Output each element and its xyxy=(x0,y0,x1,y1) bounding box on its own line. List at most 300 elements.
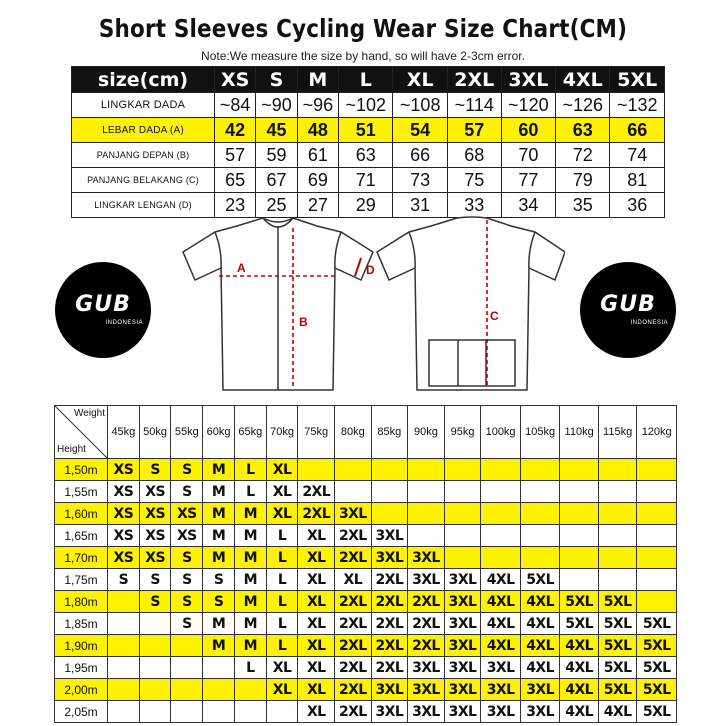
size-cell: 4XL xyxy=(520,635,560,657)
table-cell: ~96 xyxy=(297,93,338,118)
size-cell: 5XL xyxy=(598,635,636,657)
size-cell: S xyxy=(171,569,203,591)
size-cell: 4XL xyxy=(560,701,598,723)
header-cell: size(cm) xyxy=(72,67,215,93)
size-cell xyxy=(560,459,598,481)
size-cell: XS xyxy=(108,547,140,569)
size-cell: 5XL xyxy=(560,591,598,613)
height-label: 2,00m xyxy=(55,679,108,701)
size-cell: 2XL xyxy=(371,657,408,679)
size-cell: L xyxy=(266,591,298,613)
size-cell xyxy=(334,481,371,503)
size-cell xyxy=(139,701,171,723)
table-row xyxy=(55,503,677,525)
size-cell: 2XL xyxy=(334,525,371,547)
table-cell: ~102 xyxy=(339,93,393,118)
table-cell: 68 xyxy=(447,143,501,168)
size-cell: 2XL xyxy=(334,657,371,679)
weight-header-cell: 60kg xyxy=(203,406,235,459)
size-cell xyxy=(371,459,408,481)
size-cell xyxy=(637,503,677,525)
table-cell: 61 xyxy=(297,143,338,168)
corner-height-label: Height xyxy=(57,444,86,455)
size-cell: XL xyxy=(266,481,298,503)
size-cell: L xyxy=(266,613,298,635)
size-cell xyxy=(598,525,636,547)
size-cell xyxy=(108,657,140,679)
logo-brand-text: GUB xyxy=(75,292,131,317)
size-cell: L xyxy=(266,635,298,657)
size-cell xyxy=(108,701,140,723)
weight-header-cell: 80kg xyxy=(334,406,371,459)
size-cell: XS xyxy=(108,525,140,547)
size-cell: XS xyxy=(139,503,171,525)
size-cell: XS xyxy=(171,525,203,547)
size-cell xyxy=(408,481,445,503)
table-cell: 57 xyxy=(215,143,256,168)
size-cell: 4XL xyxy=(481,635,521,657)
size-cell: 2XL xyxy=(334,679,371,701)
size-cell: S xyxy=(139,591,171,613)
size-cell xyxy=(139,657,171,679)
size-cell xyxy=(481,481,521,503)
size-cell: 4XL xyxy=(481,613,521,635)
size-cell: XL xyxy=(298,525,335,547)
size-cell: XL xyxy=(266,459,298,481)
size-cell: 3XL xyxy=(444,613,481,635)
size-cell: 3XL xyxy=(334,503,371,525)
table-cell: 66 xyxy=(393,143,447,168)
header-cell: 3XL xyxy=(501,67,555,93)
size-cell: 3XL xyxy=(408,569,445,591)
height-label: 1,50m xyxy=(55,459,108,481)
size-cell: 3XL xyxy=(481,679,521,701)
size-cell: 3XL xyxy=(444,591,481,613)
height-label: 1,95m xyxy=(55,657,108,679)
size-cell xyxy=(560,547,598,569)
size-cell: 4XL xyxy=(520,657,560,679)
size-cell: 3XL xyxy=(444,635,481,657)
size-cell: 5XL xyxy=(520,569,560,591)
weight-header-cell: 75kg xyxy=(298,406,335,459)
size-cell: S xyxy=(171,459,203,481)
marker-a: A xyxy=(237,261,246,275)
size-cell: M xyxy=(203,459,235,481)
size-cell: XL xyxy=(266,679,298,701)
size-cell xyxy=(334,459,371,481)
size-cell xyxy=(298,459,335,481)
size-cell xyxy=(520,481,560,503)
size-cell: 3XL xyxy=(481,657,521,679)
size-cell: L xyxy=(234,657,266,679)
size-cell xyxy=(408,459,445,481)
table-row xyxy=(55,547,677,569)
weight-header-cell: 100kg xyxy=(481,406,521,459)
table-cell: 60 xyxy=(501,118,555,143)
size-cell: 5XL xyxy=(637,679,677,701)
size-cell: M xyxy=(203,525,235,547)
size-cell: 3XL xyxy=(444,679,481,701)
marker-d: D xyxy=(366,263,375,277)
size-cell: XL xyxy=(298,679,335,701)
size-cell: 3XL xyxy=(520,701,560,723)
size-cell: 4XL xyxy=(481,591,521,613)
weight-header-cell: 110kg xyxy=(560,406,598,459)
size-cell xyxy=(637,591,677,613)
size-cell xyxy=(266,701,298,723)
jersey-front xyxy=(183,218,373,390)
size-cell xyxy=(637,525,677,547)
size-cell: 3XL xyxy=(408,547,445,569)
size-cell: 4XL xyxy=(520,591,560,613)
table-cell: ~90 xyxy=(256,93,297,118)
size-cell: M xyxy=(234,525,266,547)
size-cell xyxy=(560,503,598,525)
size-cell: XL xyxy=(298,569,335,591)
size-cell: S xyxy=(139,569,171,591)
marker-b: B xyxy=(299,315,308,329)
table-row xyxy=(72,118,665,143)
weight-header-cell: 120kg xyxy=(637,406,677,459)
height-label: 1,55m xyxy=(55,481,108,503)
size-cell: 5XL xyxy=(598,591,636,613)
size-cell: 3XL xyxy=(408,657,445,679)
size-cell: 2XL xyxy=(371,591,408,613)
header-cell: XS xyxy=(215,67,256,93)
size-cell: 4XL xyxy=(560,657,598,679)
size-cell xyxy=(520,459,560,481)
weight-header-cell: 95kg xyxy=(444,406,481,459)
table-row xyxy=(55,569,677,591)
size-cell xyxy=(408,503,445,525)
size-table-header xyxy=(72,67,665,93)
size-cell: XL xyxy=(298,547,335,569)
corner-weight-label: Weight xyxy=(74,408,105,419)
size-cell: 2XL xyxy=(408,635,445,657)
table-row xyxy=(72,93,665,118)
table-row xyxy=(55,701,677,723)
size-cell: S xyxy=(203,591,235,613)
table-cell: 79 xyxy=(556,168,610,193)
size-cell xyxy=(203,679,235,701)
size-cell xyxy=(234,679,266,701)
size-cell xyxy=(371,481,408,503)
size-cell xyxy=(520,525,560,547)
size-cell: L xyxy=(266,525,298,547)
size-cell: 2XL xyxy=(371,635,408,657)
size-cell: S xyxy=(139,459,171,481)
size-cell xyxy=(520,503,560,525)
size-cell: 3XL xyxy=(408,701,445,723)
size-cell xyxy=(139,613,171,635)
size-table xyxy=(71,66,665,218)
size-cell xyxy=(408,525,445,547)
size-cell: 4XL xyxy=(481,569,521,591)
table-cell: 57 xyxy=(447,118,501,143)
size-cell: 3XL xyxy=(444,701,481,723)
size-cell: L xyxy=(234,481,266,503)
weight-height-table xyxy=(54,405,677,723)
table-cell: 74 xyxy=(610,143,665,168)
table-cell: 59 xyxy=(256,143,297,168)
size-cell: 3XL xyxy=(371,679,408,701)
table-cell: 65 xyxy=(215,168,256,193)
table-cell: 48 xyxy=(297,118,338,143)
size-cell: M xyxy=(203,481,235,503)
table-cell: 23 xyxy=(215,193,256,218)
weight-header-row xyxy=(55,406,677,459)
brand-logo-right xyxy=(580,262,676,358)
size-cell xyxy=(481,547,521,569)
logo-sub-text: INDONESIA xyxy=(105,320,143,326)
table-cell: 70 xyxy=(501,143,555,168)
size-cell: XL xyxy=(334,569,371,591)
size-cell xyxy=(171,679,203,701)
weight-header-cell: 45kg xyxy=(108,406,140,459)
size-cell: XS xyxy=(139,547,171,569)
size-cell: M xyxy=(203,613,235,635)
table-row xyxy=(55,635,677,657)
size-cell xyxy=(560,525,598,547)
size-cell: M xyxy=(234,547,266,569)
height-label: 1,65m xyxy=(55,525,108,547)
table-row xyxy=(72,168,665,193)
size-cell: 2XL xyxy=(334,591,371,613)
weight-header-cell: 50kg xyxy=(139,406,171,459)
corner-cell xyxy=(55,406,108,459)
size-cell: M xyxy=(234,591,266,613)
size-cell xyxy=(108,613,140,635)
height-label: 1,90m xyxy=(55,635,108,657)
table-cell: 31 xyxy=(393,193,447,218)
size-cell: XL xyxy=(298,701,335,723)
weight-header-cell: 65kg xyxy=(234,406,266,459)
size-cell xyxy=(598,547,636,569)
table-cell: 63 xyxy=(556,118,610,143)
size-cell: M xyxy=(203,635,235,657)
size-cell: XS xyxy=(108,481,140,503)
size-cell: 5XL xyxy=(637,657,677,679)
size-cell xyxy=(598,481,636,503)
size-cell xyxy=(481,459,521,481)
table-cell: 35 xyxy=(556,193,610,218)
table-cell: 73 xyxy=(393,168,447,193)
height-label: 1,80m xyxy=(55,591,108,613)
logo-sub-text: INDONESIA xyxy=(630,320,668,326)
size-cell: 3XL xyxy=(444,569,481,591)
page-title: Short Sleeves Cycling Wear Size Chart(CM) xyxy=(98,14,628,43)
size-cell: XL xyxy=(266,657,298,679)
size-cell xyxy=(139,679,171,701)
table-row xyxy=(55,613,677,635)
size-cell xyxy=(637,569,677,591)
table-row xyxy=(55,525,677,547)
size-cell xyxy=(560,481,598,503)
size-cell: 3XL xyxy=(520,679,560,701)
size-cell: 3XL xyxy=(408,679,445,701)
size-cell: 2XL xyxy=(334,701,371,723)
height-label: 2,05m xyxy=(55,701,108,723)
size-cell: 2XL xyxy=(408,613,445,635)
size-cell xyxy=(637,459,677,481)
size-cell xyxy=(171,657,203,679)
size-cell xyxy=(637,547,677,569)
weight-header-cell: 90kg xyxy=(408,406,445,459)
size-cell: 3XL xyxy=(371,525,408,547)
header-cell: XL xyxy=(393,67,447,93)
size-cell: S xyxy=(203,569,235,591)
size-cell xyxy=(108,635,140,657)
table-row xyxy=(55,679,677,701)
size-cell xyxy=(444,481,481,503)
table-cell: 69 xyxy=(297,168,338,193)
table-cell: 75 xyxy=(447,168,501,193)
size-cell: XL xyxy=(266,503,298,525)
table-row xyxy=(55,657,677,679)
size-cell xyxy=(598,503,636,525)
size-cell: 4XL xyxy=(560,635,598,657)
table-cell: 54 xyxy=(393,118,447,143)
table-row xyxy=(72,143,665,168)
header-cell: S xyxy=(256,67,297,93)
size-cell xyxy=(203,701,235,723)
table-cell: ~84 xyxy=(215,93,256,118)
size-cell: 2XL xyxy=(334,547,371,569)
size-cell xyxy=(139,635,171,657)
weight-header-cell: 70kg xyxy=(266,406,298,459)
table-cell: ~108 xyxy=(393,93,447,118)
size-cell xyxy=(171,701,203,723)
measurement-note: Note:We measure the size by hand, so will have 2-3cm error. xyxy=(201,49,525,63)
size-cell xyxy=(598,569,636,591)
header-cell: M xyxy=(297,67,338,93)
size-cell: 2XL xyxy=(371,569,408,591)
size-cell: M xyxy=(203,503,235,525)
size-cell: M xyxy=(234,613,266,635)
size-cell: L xyxy=(266,547,298,569)
table-cell: 63 xyxy=(339,143,393,168)
size-cell: 4XL xyxy=(520,613,560,635)
jersey-back xyxy=(377,217,565,390)
table-cell: 42 xyxy=(215,118,256,143)
size-cell: 5XL xyxy=(637,613,677,635)
size-cell: M xyxy=(203,547,235,569)
table-cell: 33 xyxy=(447,193,501,218)
size-cell: S xyxy=(171,547,203,569)
table-cell: 77 xyxy=(501,168,555,193)
table-row xyxy=(55,459,677,481)
height-label: 1,85m xyxy=(55,613,108,635)
size-cell: 4XL xyxy=(560,679,598,701)
size-cell: XS xyxy=(171,503,203,525)
table-cell: ~114 xyxy=(447,93,501,118)
size-cell: 2XL xyxy=(298,503,335,525)
size-cell: 5XL xyxy=(637,635,677,657)
size-cell: S xyxy=(171,481,203,503)
size-cell: 3XL xyxy=(371,701,408,723)
row-label: PANJANG BELAKANG (C) xyxy=(72,168,215,193)
table-cell: ~126 xyxy=(556,93,610,118)
size-cell: S xyxy=(108,569,140,591)
size-cell: 5XL xyxy=(598,679,636,701)
size-cell xyxy=(171,635,203,657)
jersey-diagram xyxy=(175,212,565,402)
height-label: 1,75m xyxy=(55,569,108,591)
size-cell xyxy=(234,701,266,723)
size-cell: 3XL xyxy=(371,547,408,569)
size-cell: 3XL xyxy=(444,657,481,679)
marker-c: C xyxy=(490,309,499,323)
header-cell: L xyxy=(339,67,393,93)
height-label: 1,60m xyxy=(55,503,108,525)
header-cell: 5XL xyxy=(610,67,665,93)
table-cell: 34 xyxy=(501,193,555,218)
row-label: LINGKAR DADA xyxy=(72,93,215,118)
size-cell: XS xyxy=(108,459,140,481)
header-cell: 4XL xyxy=(556,67,610,93)
size-cell: L xyxy=(266,569,298,591)
table-row xyxy=(55,591,677,613)
table-cell: 71 xyxy=(339,168,393,193)
table-cell: 66 xyxy=(610,118,665,143)
row-label: PANJANG DEPAN (B) xyxy=(72,143,215,168)
size-cell: L xyxy=(234,459,266,481)
size-cell: 2XL xyxy=(334,613,371,635)
table-cell: 36 xyxy=(610,193,665,218)
size-cell: 4XL xyxy=(598,701,636,723)
size-cell: 2XL xyxy=(408,591,445,613)
size-cell xyxy=(108,679,140,701)
size-cell xyxy=(203,657,235,679)
size-cell: M xyxy=(234,569,266,591)
size-cell xyxy=(444,547,481,569)
logo-brand-text: GUB xyxy=(600,292,656,317)
size-cell xyxy=(520,547,560,569)
size-cell xyxy=(444,525,481,547)
table-cell: 51 xyxy=(339,118,393,143)
size-cell xyxy=(444,459,481,481)
table-row xyxy=(55,481,677,503)
size-cell xyxy=(481,503,521,525)
size-cell: 5XL xyxy=(560,613,598,635)
table-cell: 81 xyxy=(610,168,665,193)
size-cell: 5XL xyxy=(598,657,636,679)
size-cell xyxy=(371,503,408,525)
size-cell: 2XL xyxy=(298,481,335,503)
height-label: 1,70m xyxy=(55,547,108,569)
table-cell: 67 xyxy=(256,168,297,193)
header-cell: 2XL xyxy=(447,67,501,93)
table-cell: 29 xyxy=(339,193,393,218)
size-cell xyxy=(108,591,140,613)
table-cell: ~132 xyxy=(610,93,665,118)
size-cell: M xyxy=(234,503,266,525)
size-cell: XL xyxy=(298,591,335,613)
size-cell: 5XL xyxy=(598,613,636,635)
row-label: LEBAR DADA (A) xyxy=(72,118,215,143)
size-cell: S xyxy=(171,613,203,635)
table-cell: 25 xyxy=(256,193,297,218)
size-cell xyxy=(444,503,481,525)
weight-header-cell: 85kg xyxy=(371,406,408,459)
size-cell: 2XL xyxy=(371,613,408,635)
size-cell: S xyxy=(171,591,203,613)
size-cell xyxy=(481,525,521,547)
row-label: LINGKAR LENGAN (D) xyxy=(72,193,215,218)
weight-header-cell: 105kg xyxy=(520,406,560,459)
size-cell: M xyxy=(234,635,266,657)
brand-logo-left xyxy=(55,262,151,358)
